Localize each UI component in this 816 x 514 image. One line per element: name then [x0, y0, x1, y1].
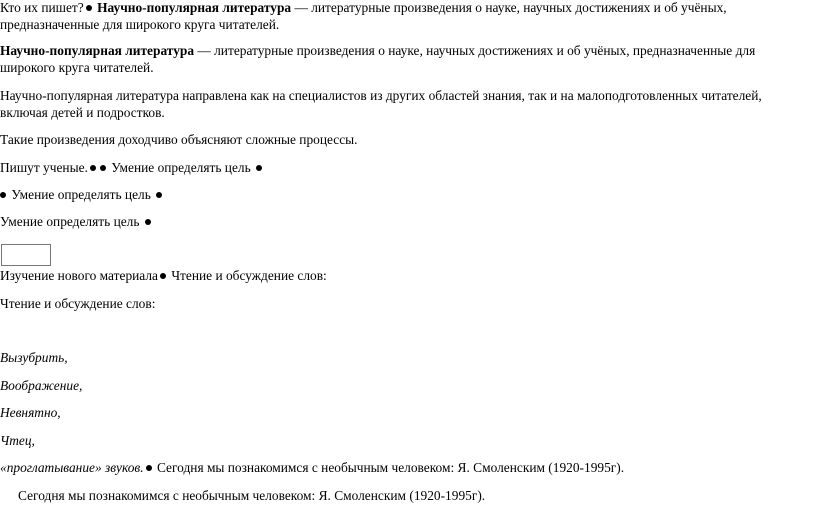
empty-frame — [1, 244, 51, 266]
goal-text: Умение определять цель — [0, 214, 143, 229]
bullet-icon — [256, 165, 262, 171]
bullet-icon — [160, 273, 166, 279]
goal-text: Умение определять цель — [107, 160, 255, 175]
bullet-icon — [156, 192, 162, 198]
bullet-icon — [100, 165, 106, 171]
word-item: Воображение, — [0, 378, 83, 393]
line-goal-2 — [0, 214, 812, 231]
bullet-icon — [86, 5, 92, 11]
bullet-icon — [145, 219, 151, 225]
paragraph-definition-1 — [0, 0, 812, 33]
word-item: Вызубрить, — [0, 350, 68, 365]
word-item: Невнятно, — [0, 405, 61, 420]
paragraph-audience: Научно-популярная литература направлена как на специалистов из других областей знания, так и на малоподготовленных читателей, включая детей и подростков. — [0, 88, 762, 120]
line-authors — [0, 160, 812, 177]
paragraph-explain: Такие произведения доходчиво объясняют сложные процессы. — [0, 132, 358, 147]
line-goal-1 — [0, 187, 812, 204]
new-material-text: Изучение нового материала — [0, 268, 158, 283]
bullet-icon — [146, 465, 152, 471]
bullet-icon — [90, 165, 96, 171]
meet-text: Сегодня мы познакомимся с необычным человеком: Я. Смоленским (1920-1995г). — [153, 460, 625, 475]
goal-text: Умение определять цель — [8, 187, 155, 202]
word-item: Чтец, — [0, 433, 35, 448]
line-meet: Сегодня мы познакомимся с необычным человеком: Я. Смоленским (1920-1995г). — [18, 488, 486, 503]
reading-text: Чтение и обсуждение слов: — [168, 268, 327, 283]
bullet-icon — [0, 192, 6, 198]
line-reading: Чтение и обсуждение слов: — [0, 296, 156, 311]
swallowing-text: «проглатывание» звуков. — [0, 460, 144, 475]
definition-text: — литературные произведения о науке, научных достижениях и об учёных, предназначенные для широкого круга читателей. — [0, 43, 756, 75]
line-swallowing — [0, 460, 812, 477]
term-bold: Научно-популярная литература — [0, 43, 195, 58]
definition-text: — литературные произведения о науке, научных достижениях и об учёных, предназначенные для широкого круга читателей. — [0, 0, 727, 32]
line-new-material — [0, 268, 812, 285]
authors-text: Пишут ученые. — [0, 160, 88, 175]
question-text: Кто их пишет? — [0, 0, 84, 15]
paragraph-definition-2 — [0, 43, 812, 76]
term-bold: Научно-популярная литература — [97, 0, 292, 15]
